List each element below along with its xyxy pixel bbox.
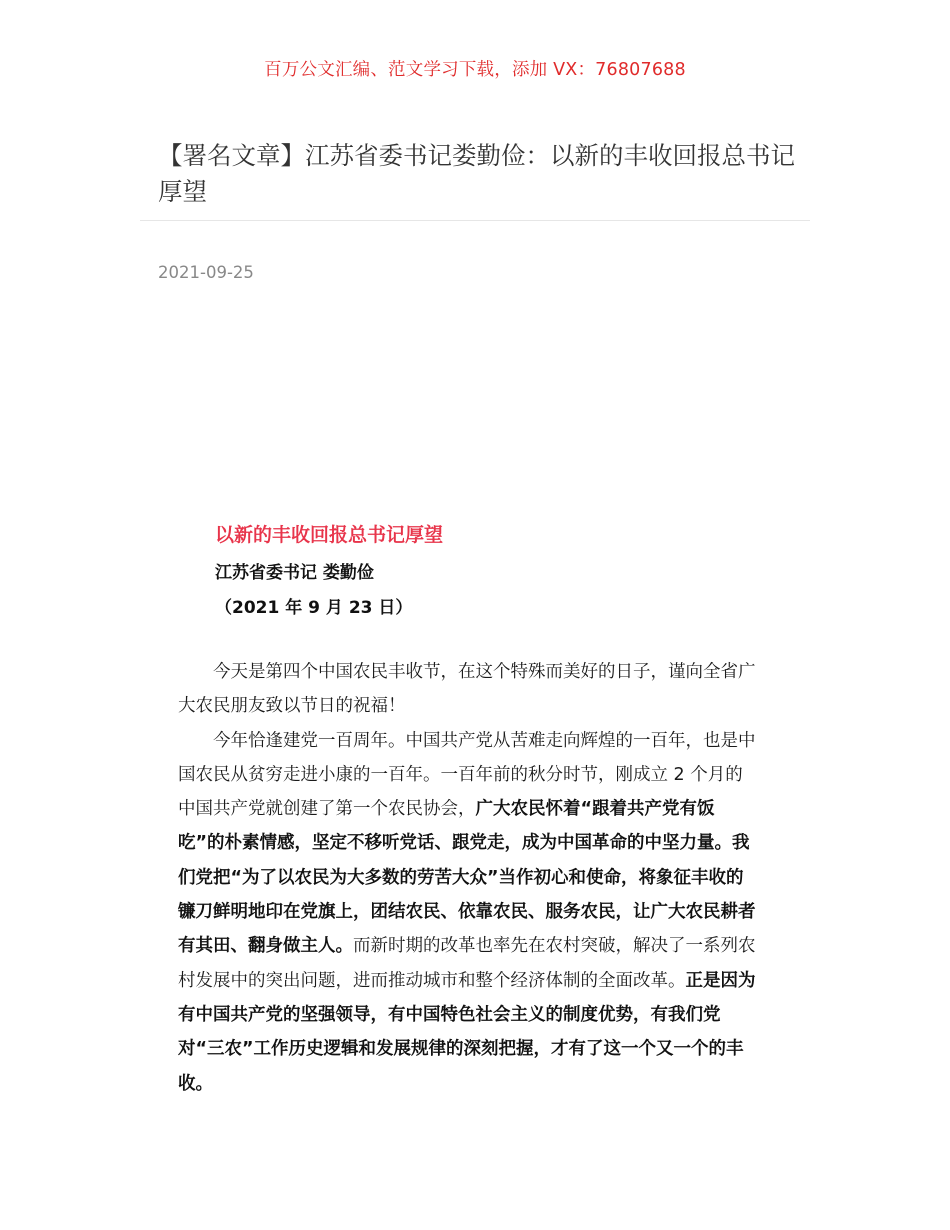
paragraph-2-bold-2: 正是因为有中国共产党的坚强领导，有中国特色社会主义的制度优势，有我们党对“三农”工作历史逻辑和发展规律的深刻把握，才有了这一个又一个的丰收。 — [178, 970, 756, 1094]
title-divider — [140, 220, 810, 221]
speech-date: （2021 年 9 月 23 日） — [215, 598, 413, 618]
paragraph-2 — [178, 724, 758, 1101]
paragraph-2-bold-1: 广大农民怀着“跟着共产党有饭吃”的朴素情感，坚定不移听党话、跟党走，成为中国革命的中坚力量。我们党把“为了以农民为大多数的劳苦大众”当作初心和使命，将象征丰收的镰刀鲜明地印在党旗上，团结农民、依靠农民、服务农民，让广大农民耕者有其田、翻身做主人。 — [178, 799, 756, 957]
speech-title: 以新的丰收回报总书记厚望 — [215, 524, 444, 546]
publish-date: 2021-09-25 — [158, 263, 254, 282]
speech-author: 江苏省委书记 娄勤俭 — [215, 563, 374, 583]
promo-banner: 百万公文汇编、范文学习下载，添加 VX：76807688 — [264, 60, 686, 80]
paragraph-2-text-2: 而新时期的改革也率先在农村突破，解决了一系列农村发展中的突出问题，进而推动城市和整个经济体制的全面改革。 — [178, 936, 756, 991]
paragraph-1: 今天是第四个中国农民丰收节，在这个特殊而美好的日子，谨向全省广大农民朋友致以节日的祝福！ — [178, 662, 756, 717]
article-body — [178, 655, 758, 1101]
paragraph-2-text-1: 今年恰逢建党一百周年。中国共产党从苦难走向辉煌的一百年，也是中国农民从贫穷走进小康的一百年。一百年前的秋分时节，刚成立 2 个月的中国共产党就创建了第一个农民协会， — [178, 730, 756, 820]
article-title: 【署名文章】江苏省委书记娄勤俭：以新的丰收回报总书记厚望 — [158, 141, 795, 206]
